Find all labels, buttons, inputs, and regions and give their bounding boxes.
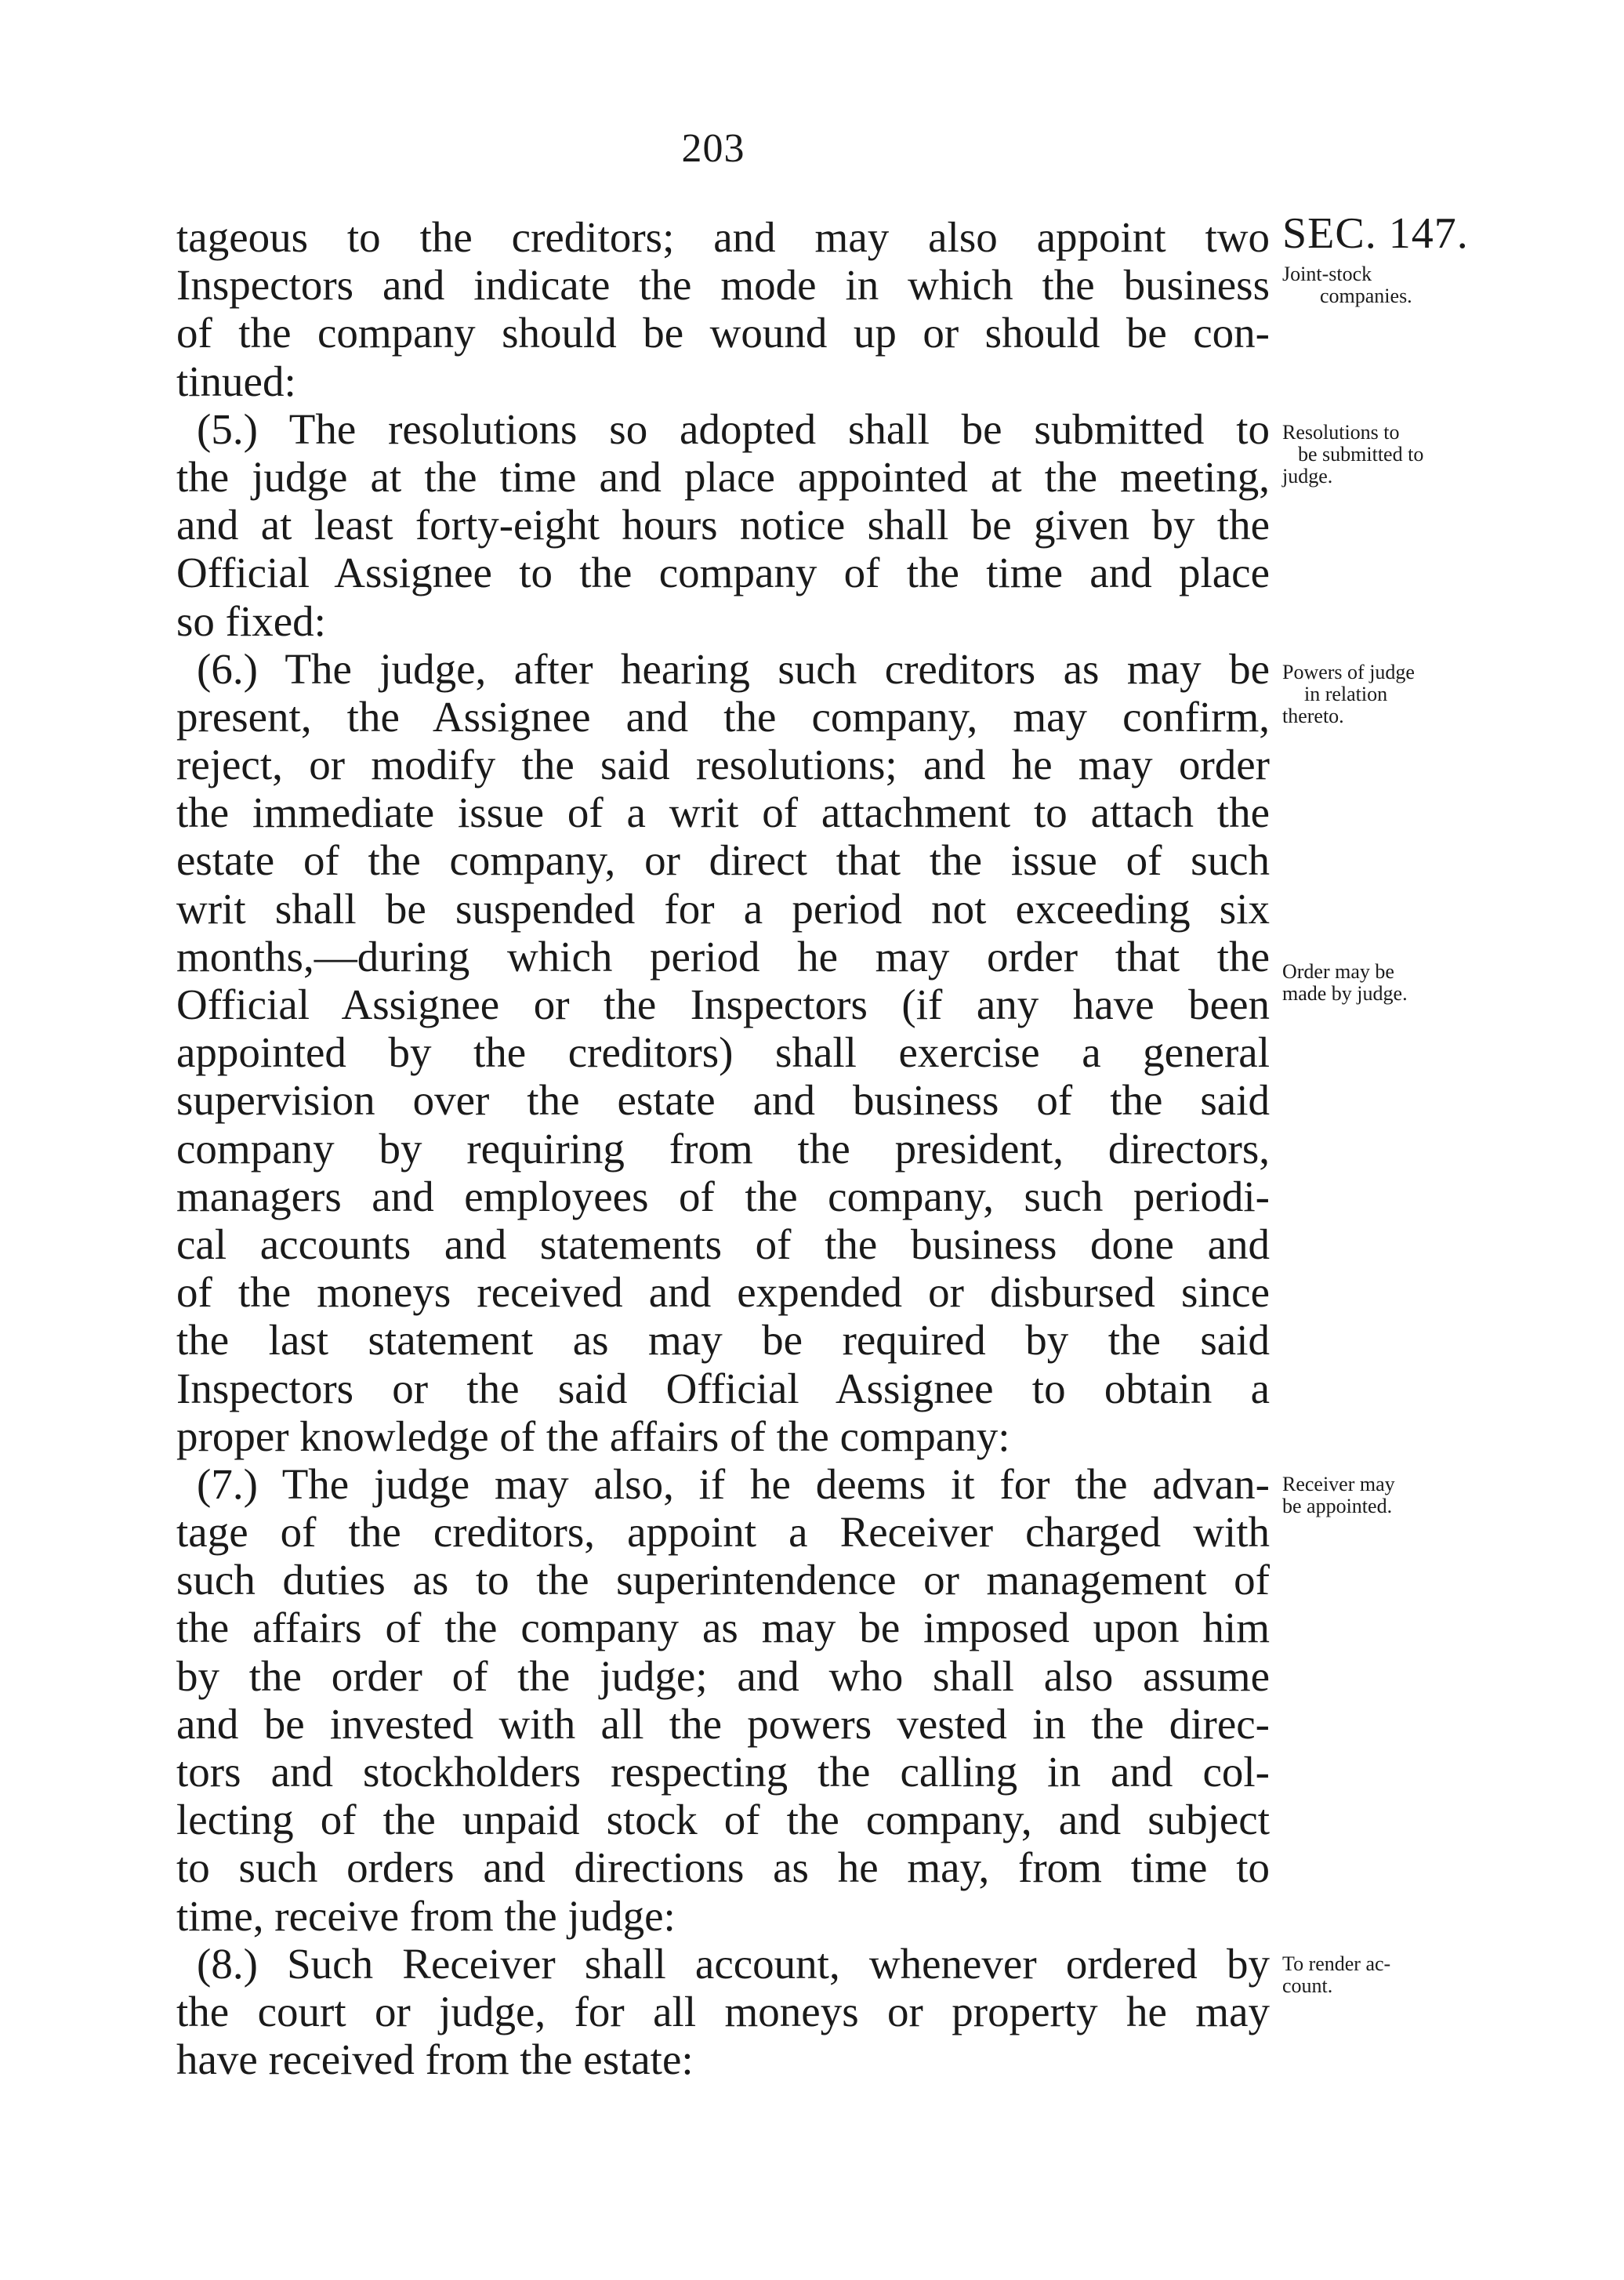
text-line: (8.) Such Receiver shall account, whenever ordered by (197, 1939, 1270, 1988)
text-line: company by requiring from the president, directors, (176, 1124, 1270, 1173)
margin-note-line: made by judge. (1282, 982, 1408, 1005)
page-number: 203 (681, 126, 745, 171)
text-line: such duties as to the superintendence or management of (176, 1556, 1270, 1604)
text-line: Inspectors and indicate the mode in which the business (176, 261, 1270, 310)
margin-note-line: Order may be (1282, 960, 1394, 983)
text-line: by the order of the judge; and who shall also assume (176, 1651, 1270, 1700)
text-line: the last statement as may be required by the said (176, 1316, 1270, 1365)
text-line: Official Assignee to the company of the time and place (176, 549, 1270, 597)
text-line: Official Assignee or the Inspectors (if any have been (176, 981, 1270, 1028)
text-line: the court or judge, for all moneys or property he may (176, 1987, 1270, 2035)
text-line: tinued: (176, 357, 296, 405)
margin-note (1282, 961, 1408, 1005)
margin-note (1282, 422, 1423, 488)
text-line: time, receive from the judge: (176, 1891, 676, 1940)
margin-note (1282, 263, 1412, 307)
margin-note-line: judge. (1282, 465, 1333, 488)
margin-note-line: be submitted to (1298, 443, 1424, 466)
text-line: estate of the company, or direct that the issue of such (176, 836, 1270, 885)
margin-note-line: Joint-stock (1282, 263, 1372, 285)
section-heading: SEC. 147. (1282, 209, 1469, 258)
margin-note-line: in relation (1304, 683, 1388, 705)
text-line: supervision over the estate and business of the said (176, 1076, 1270, 1125)
margin-note (1282, 1473, 1395, 1517)
text-line: the judge at the time and place appointed at the meeting, (176, 452, 1270, 501)
text-line: (5.) The resolutions so adopted shall be submitted to (197, 404, 1270, 453)
text-line: tageous to the creditors; and may also appoint two (176, 213, 1270, 261)
text-line: proper knowledge of the affairs of the company: (176, 1412, 1010, 1460)
text-line: (6.) The judge, after hearing such creditors as may be (197, 644, 1270, 693)
text-line: the immediate issue of a writ of attachment to attach the (176, 788, 1270, 837)
text-line: present, the Assignee and the company, may confirm, (176, 692, 1270, 741)
text-line: months,—during which period he may order that the (176, 932, 1270, 981)
margin-note-line: thereto. (1282, 705, 1344, 727)
margin-note-line: Resolutions to (1282, 421, 1400, 444)
text-line: writ shall be suspended for a period not exceeding six (176, 884, 1270, 933)
margin-note-line: Powers of judge (1282, 661, 1415, 683)
text-line: (7.) The judge may also, if he deems it for the advan- (197, 1459, 1270, 1508)
margin-note-line: Receiver may (1282, 1473, 1395, 1495)
text-line: so fixed: (176, 596, 326, 645)
margin-note-line: companies. (1320, 285, 1412, 307)
text-line: lecting of the unpaid stock of the company, and subject (176, 1796, 1270, 1844)
text-line: appointed by the creditors) shall exercise a general (176, 1028, 1270, 1077)
body-text (176, 213, 1270, 2083)
text-line: cal accounts and statements of the business done and (176, 1220, 1270, 1268)
margin-note (1282, 1953, 1390, 1997)
text-line: Inspectors or the said Official Assignee to obtain a (176, 1364, 1270, 1412)
text-line: tage of the creditors, appoint a Receiver charged with (176, 1508, 1270, 1557)
margin-note-line: To render ac- (1282, 1952, 1391, 1975)
margin-note-line: count. (1282, 1974, 1333, 1997)
text-line: and at least forty-eight hours notice shall be given by the (176, 501, 1270, 549)
text-line: tors and stockholders respecting the calling in and col- (176, 1748, 1270, 1796)
text-line: managers and employees of the company, such periodi- (176, 1172, 1270, 1220)
text-line: the affairs of the company as may be imposed upon him (176, 1604, 1270, 1652)
text-line: and be invested with all the powers vested in the direc- (176, 1699, 1270, 1748)
text-line: of the moneys received and expended or disbursed since (176, 1268, 1270, 1317)
margin-note-line: be appointed. (1282, 1495, 1393, 1517)
margin-note (1282, 662, 1415, 727)
text-line: to such orders and directions as he may, from time to (176, 1843, 1270, 1892)
text-line: of the company should be wound up or should be con- (176, 309, 1270, 357)
text-line: have received from the estate: (176, 2035, 694, 2084)
text-line: reject, or modify the said resolutions; and he may order (176, 741, 1270, 789)
